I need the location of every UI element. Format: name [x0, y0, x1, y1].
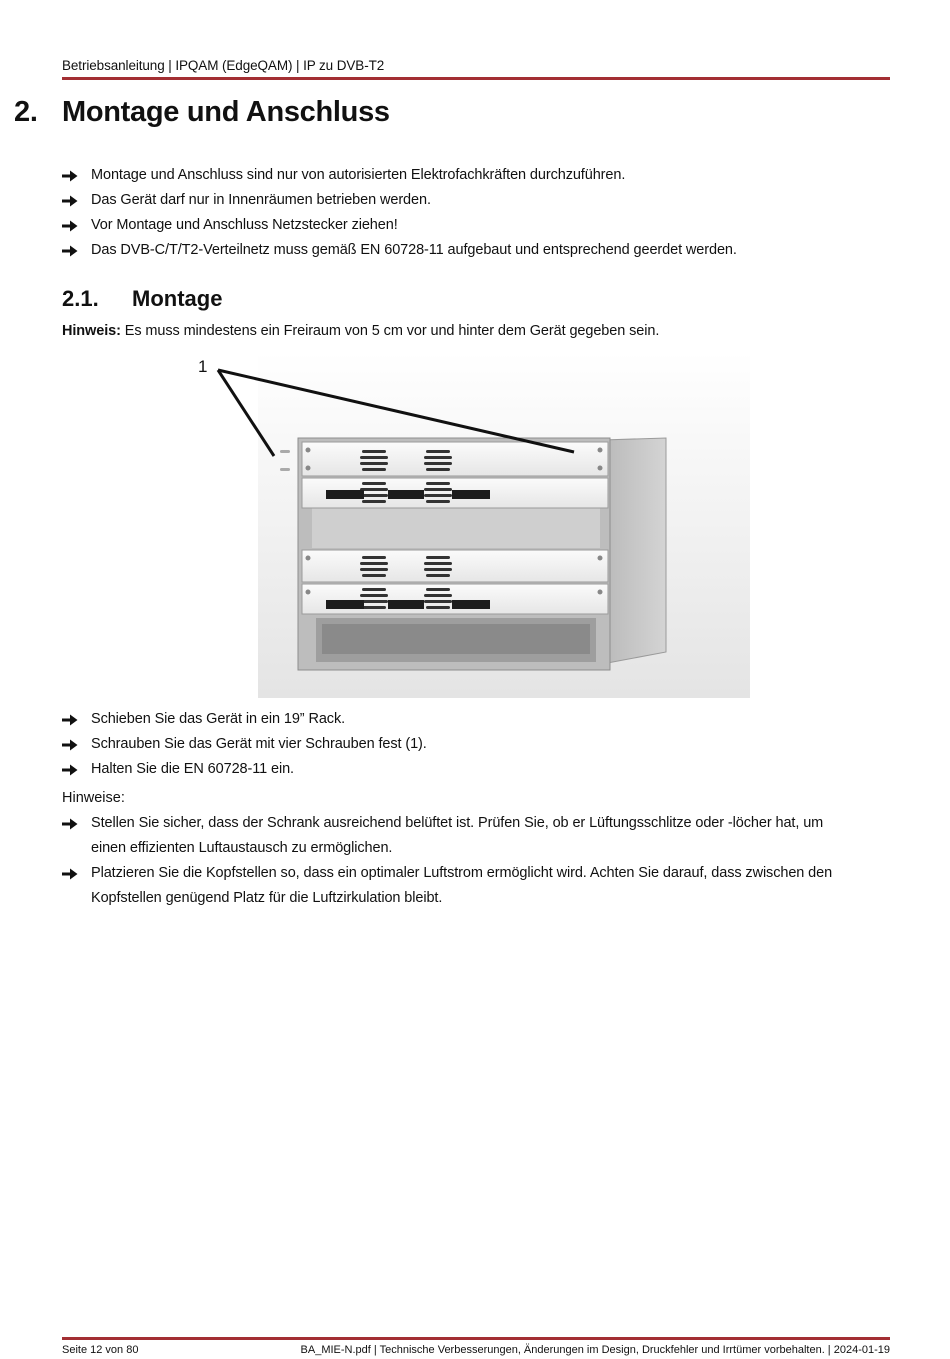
section-title: Montage und Anschluss	[62, 96, 390, 128]
list-item	[62, 732, 427, 757]
note-label: Hinweis:	[62, 323, 121, 339]
list-item-text: Stellen Sie sicher, dass der Schrank ausreichend belüftet ist. Prüfen Sie, ob er Lüftungsschlitze oder -löcher hat, um einen effizienten Luftaustausch zu ermöglichen.	[91, 815, 824, 856]
note	[62, 323, 659, 339]
list-item	[62, 188, 737, 213]
arrow-right-icon	[62, 245, 78, 257]
subsection-heading	[62, 286, 222, 312]
footer-rule	[62, 1337, 890, 1340]
list-item-text: Das DVB-C/T/T2-Verteilnetz muss gemäß EN 60728-11 aufgebaut und entsprechend geerdet werden.	[91, 242, 737, 258]
hints-label: Hinweise:	[62, 790, 125, 806]
page-number: Seite 12 von 80	[62, 1344, 139, 1356]
list-item-text: Vor Montage und Anschluss Netzstecker ziehen!	[91, 217, 398, 233]
list-item-text: Halten Sie die EN 60728-11 ein.	[91, 761, 294, 777]
list-item	[62, 757, 427, 782]
arrow-right-icon	[62, 764, 78, 776]
steps-list	[62, 707, 427, 782]
arrow-right-icon	[62, 868, 78, 880]
subsection-title: Montage	[132, 286, 223, 311]
arrow-right-icon	[62, 220, 78, 232]
running-header: Betriebsanleitung | IPQAM (EdgeQAM) | IP zu DVB-T2	[62, 58, 385, 73]
list-item	[62, 861, 862, 911]
safety-list	[62, 163, 737, 263]
list-item	[62, 213, 737, 238]
footer-info: BA_MIE-N.pdf | Technische Verbesserungen, Änderungen im Design, Druckfehler und Irrtümer vorbehalten. | 2024-01-19	[300, 1344, 890, 1356]
arrow-right-icon	[62, 195, 78, 207]
arrow-right-icon	[62, 818, 78, 830]
arrow-right-icon	[62, 170, 78, 182]
list-item-text: Montage und Anschluss sind nur von autorisierten Elektrofachkräften durchzuführen.	[91, 167, 626, 183]
note-text: Es muss mindestens ein Freiraum von 5 cm vor und hinter dem Gerät gegeben sein.	[120, 323, 660, 339]
list-item-text: Schieben Sie das Gerät in ein 19” Rack.	[91, 711, 346, 727]
section-heading	[14, 96, 390, 129]
list-item	[62, 163, 737, 188]
figure-callout-number: 1	[198, 357, 208, 376]
section-number: 2.	[14, 96, 38, 128]
arrow-right-icon	[62, 739, 78, 751]
rack-mounting-illustration	[190, 352, 760, 702]
arrow-right-icon	[62, 714, 78, 726]
header-rule	[62, 77, 890, 80]
list-item-text: Schrauben Sie das Gerät mit vier Schrauben fest (1).	[91, 736, 427, 752]
list-item	[62, 238, 737, 263]
subsection-number: 2.1.	[62, 286, 99, 311]
list-item	[62, 811, 862, 861]
list-item-text: Platzieren Sie die Kopfstellen so, dass ein optimaler Luftstrom ermöglicht wird. Achten Sie darauf, dass zwischen den Kopfstellen genügend Platz für die Luftzirkulation bleibt.	[91, 865, 833, 906]
hints-list	[62, 811, 862, 911]
list-item	[62, 707, 427, 732]
list-item-text: Das Gerät darf nur in Innenräumen betrieben werden.	[91, 192, 431, 208]
